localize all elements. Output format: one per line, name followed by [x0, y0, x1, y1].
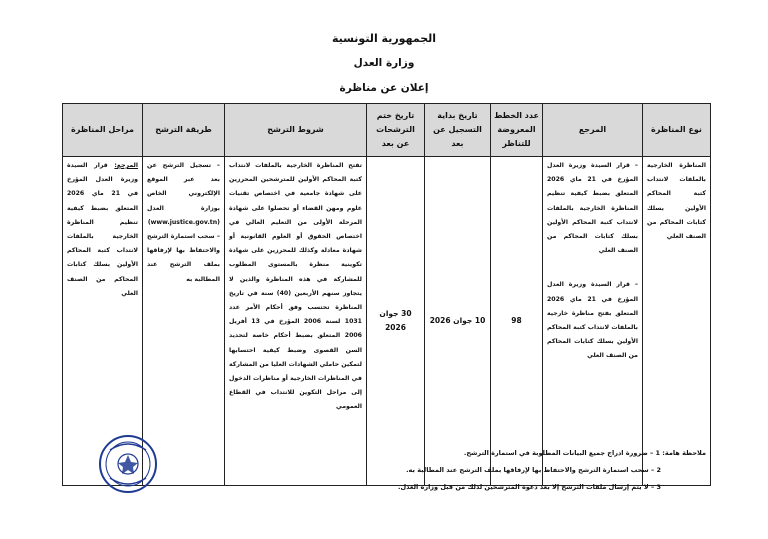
col-header-reg-start: تاريخ بداية التسجيل عن بعد — [425, 104, 491, 157]
competition-table — [62, 103, 711, 486]
method-online: – تسجيل الترشح عن بعد عبر الموقع الإلكتروني الخاص بوزارة العدل (www.justice.gov.tn) — [147, 162, 220, 226]
note-3: 3 – لا يتم إرسال ملفات الترشح إلا بعد دعوة المترشحين لذلك من قبل وزارة العدل. — [398, 483, 661, 491]
col-header-method: طريقة الترشح — [143, 104, 225, 157]
col-header-reference: المرجع — [543, 104, 643, 157]
method-form: – سحب استمارة الترشح والاحتفاظ بها لإرفاقها بملف الترشح عند المطالبة به — [147, 233, 220, 283]
cell-conditions: تفتح المناظرة الخارجية بالملفات لانتداب كتبة المحاكم الأولين للمترشحين المحرزين على شهادة جامعية في اختصاص تقنيات علوم ومهن القضاء أو تحصلوا على شهادة المرحلة الأولى من التعليم العالي في اختصاص الحقوق أو العلوم القانونية أو شهادة معادلة وكذلك للمحرزين على شهادة تكوينية منظرة بالمستوى المطلوب للمشاركة في هذه المناظرة والذين لا يتجاوز سنهم الأربعين (40) سنة في تاريخ المناظرة تحتسب وفق أحكام الأمر عدد 1031 لسنة 2006 المؤرخ في 13 أفريل 2006 المتعلق بضبط أحكام خاصة لتحديد السن القصوى وضبط كيفية احتسابها لتمكين حاملي الشهادات العليا من المشاركة في المناظرات الخارجية أو مناظرات الدخول إلى مراحل التكوين للانتداب في القطاع العمومي — [225, 157, 367, 486]
reference-decree-2: – قرار السيدة وزيرة العدل المؤرخ في 21 ماي 2026 المتعلق بفتح مناظرة خارجية بالملفات لانتداب كتبة المحاكم الأولين بسلك كتابات المحاكم من الصنف العلي — [547, 281, 638, 360]
cell-reference — [543, 157, 643, 486]
announcement-title: إعلان عن مناظرة — [339, 82, 429, 94]
col-header-type: نوع المناظرة — [643, 104, 711, 157]
col-header-conditions: شروط الترشح — [225, 104, 367, 157]
table-row — [63, 157, 711, 486]
table-header-row — [63, 104, 711, 157]
republic-title: الجمهورية التونسية — [331, 32, 437, 45]
col-header-positions: عدد الخطط المعروضة للتناظر — [491, 104, 543, 157]
cell-type: المناظرة الخارجية بالملفات لانتداب كتبة المحاكم الأولين بسلك كتابات المحاكم من الصنف العلي — [643, 157, 711, 486]
cell-positions: 98 — [491, 157, 543, 486]
note-2: 2 – سحب استمارة الترشح والاحتفاظ بها لإرفاقها بملف الترشح عند المطالبة به. — [406, 466, 661, 474]
stages-text: قرار السيدة وزيرة العدل المؤرخ في 21 ماي 2026 المتعلق بضبط كيفية تنظيم المناظرة الخارجية بالملفات لانتداب كتبة المحاكم الأولين بسلك كتابات المحاكم من الصنف العلي — [67, 162, 138, 297]
col-header-stages: مراحل المناظرة — [63, 104, 143, 157]
cell-reg-start: 10 جوان 2026 — [425, 157, 491, 486]
cell-reg-end: 30 جوان 2026 — [367, 157, 425, 486]
reference-decree-1: – قرار السيدة وزيرة العدل المؤرخ في 21 ماي 2026 المتعلق بضبط كيفية تنظيم المناظرة الخارجية بالملفات لانتداب كتبة المحاكم الأولين بسلك كتابات المحاكم من الصنف العلي — [547, 162, 638, 255]
note-1: ملاحظة هامة: 1 – ضرورة ادراج جميع البيانات المطلوبة في استمارة الترشح. — [463, 449, 706, 457]
ministry-stamp-icon — [98, 434, 158, 494]
stages-label: المرجع: — [114, 162, 138, 169]
col-header-reg-end: تاريخ ختم الترشحات عن بعد — [367, 104, 425, 157]
ministry-title: وزارة العدل — [353, 57, 415, 69]
